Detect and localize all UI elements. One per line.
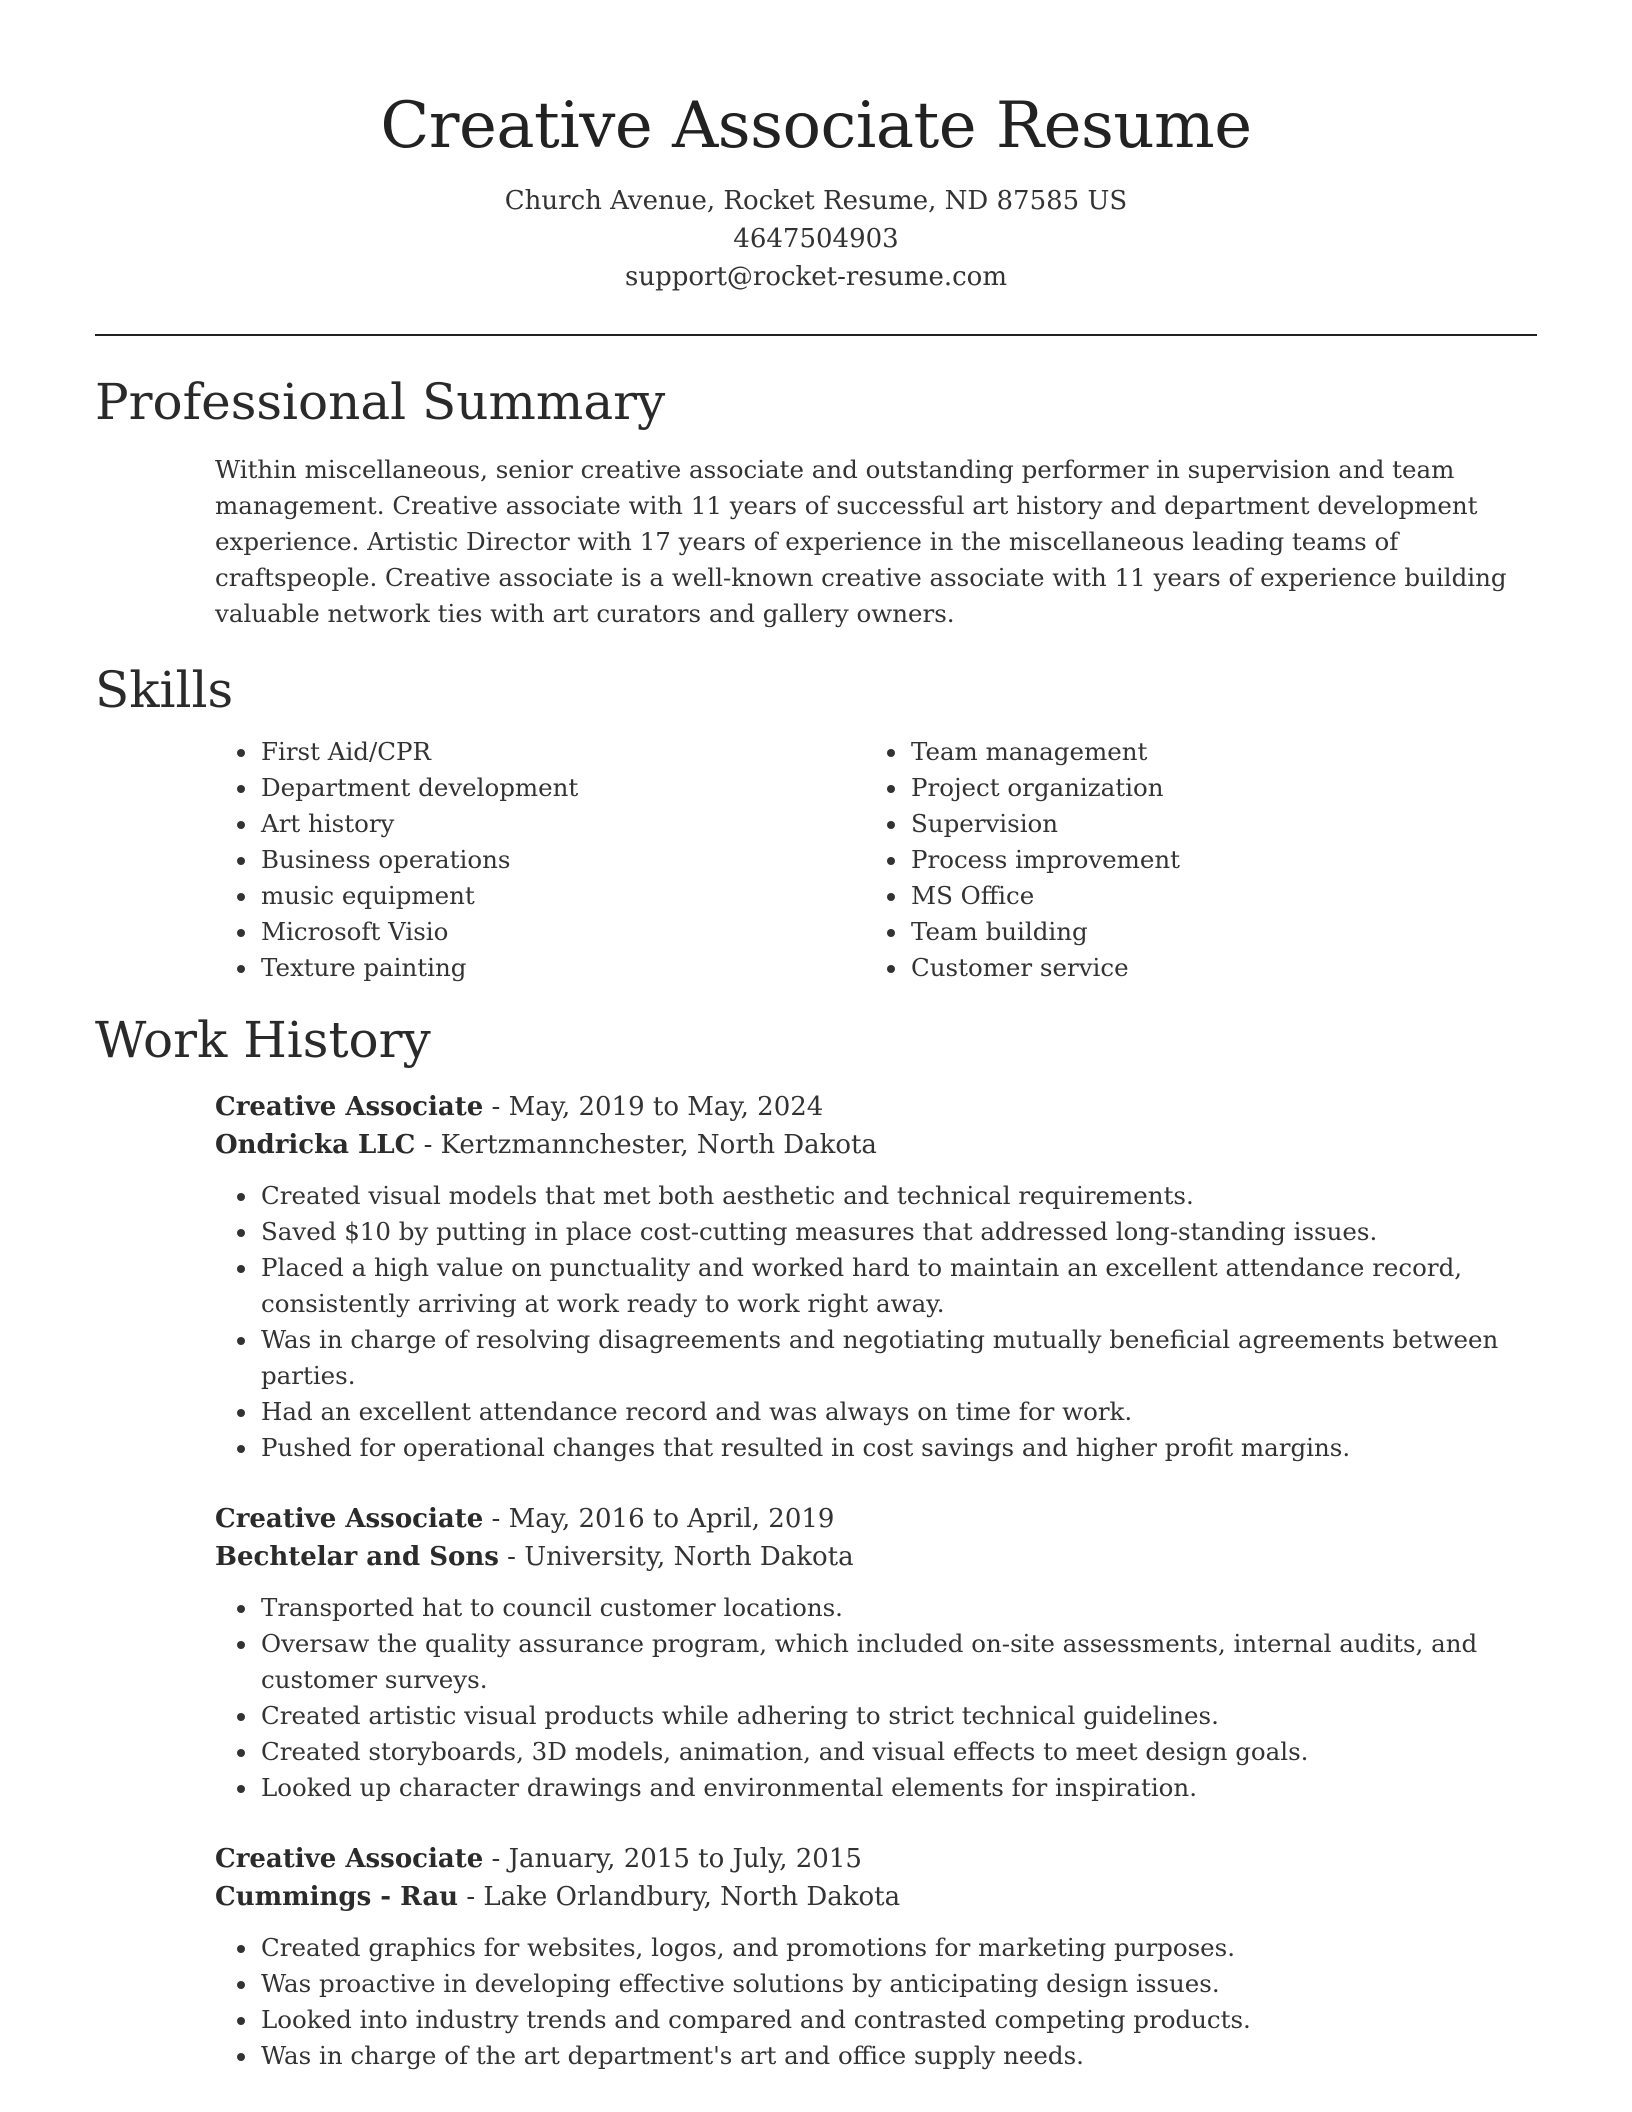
job-dates: - May, 2019 to May, 2024 (483, 1092, 824, 1122)
contact-block (95, 182, 1537, 296)
job-bullets (215, 1590, 1537, 1806)
job-bullet: • Oversaw the quality assurance program, which included on-site assessments, internal audits, and customer surveys. (259, 1626, 1537, 1698)
skill-item: • First Aid/CPR (259, 734, 865, 770)
summary-text: Within miscellaneous, senior creative associate and outstanding performer in supervision and team management. Creative associate with 11 years of successful art history and department development experience. Artistic Director with 17 years of experience in the miscellaneous leading teams of craftspeople. Creative associate is a well-known creative associate with 11 years of experience building valuable network ties with art curators and gallery owners. (215, 455, 1507, 628)
resume-title: Creative Associate Resume (380, 89, 1252, 163)
job-bullet: • Had an excellent attendance record and was always on time for work. (259, 1394, 1537, 1430)
contact-address: Church Avenue, Rocket Resume, ND 87585 US (504, 186, 1128, 216)
skill-item: • Process improvement (909, 842, 1515, 878)
skills-list-right (865, 734, 1515, 986)
job-role: Creative Associate (215, 1092, 484, 1122)
job-entry (215, 1088, 1537, 1466)
job-title-line (215, 1088, 1537, 1126)
resume-header (95, 0, 1537, 296)
contact-email: support@rocket-resume.com (624, 262, 1007, 292)
skill-item: • Art history (259, 806, 865, 842)
job-bullet: • Was in charge of the art department's art and office supply needs. (259, 2038, 1537, 2074)
skill-item: • Supervision (909, 806, 1515, 842)
job-role: Creative Associate (215, 1844, 484, 1874)
skill-item: • Microsoft Visio (259, 914, 865, 950)
job-bullet: • Created graphics for websites, logos, and promotions for marketing purposes. (259, 1930, 1537, 1966)
job-bullet: • Placed a high value on punctuality and worked hard to maintain an excellent attendance record, consistently arriving at work ready to work right away. (259, 1250, 1537, 1322)
job-company-line (215, 1538, 1537, 1576)
job-role: Creative Associate (215, 1504, 484, 1534)
job-bullet: • Created storyboards, 3D models, animation, and visual effects to meet design goals. (259, 1734, 1537, 1770)
job-bullet: • Was in charge of resolving disagreements and negotiating mutually beneficial agreements between parties. (259, 1322, 1537, 1394)
skill-item: • Business operations (259, 842, 865, 878)
skill-item: • Department development (259, 770, 865, 806)
skill-item: • Team building (909, 914, 1515, 950)
job-bullet: • Was proactive in developing effective solutions by anticipating design issues. (259, 1966, 1537, 2002)
skill-item: • Project organization (909, 770, 1515, 806)
job-company: Ondricka LLC (215, 1130, 416, 1160)
job-bullet: • Looked up character drawings and environmental elements for inspiration. (259, 1770, 1537, 1806)
job-company-line (215, 1878, 1537, 1916)
job-bullets (215, 1930, 1537, 2074)
skill-item: • music equipment (259, 878, 865, 914)
skills-grid (215, 734, 1537, 986)
job-bullet: • Pushed for operational changes that resulted in cost savings and higher profit margins. (259, 1430, 1537, 1466)
job-bullet: • Created visual models that met both aesthetic and technical requirements. (259, 1178, 1537, 1214)
work-history-heading: Work History (95, 1011, 431, 1069)
header-divider (95, 334, 1537, 336)
job-bullet: • Saved $10 by putting in place cost-cutting measures that addressed long-standing issues. (259, 1214, 1537, 1250)
skill-item: • Team management (909, 734, 1515, 770)
contact-phone: 4647504903 (733, 224, 899, 254)
skill-item: • MS Office (909, 878, 1515, 914)
skills-column-left (215, 734, 865, 986)
job-bullet: • Transported hat to council customer locations. (259, 1590, 1537, 1626)
job-bullet: • Created artistic visual products while adhering to strict technical guidelines. (259, 1698, 1537, 1734)
job-entry (215, 1500, 1537, 1806)
job-location: - University, North Dakota (498, 1542, 854, 1572)
job-company: Cummings - Rau (215, 1882, 459, 1912)
skills-column-right (865, 734, 1515, 986)
skills-heading: Skills (95, 661, 234, 719)
summary-heading: Professional Summary (95, 373, 666, 431)
skill-item: • Texture painting (259, 950, 865, 986)
job-company-line (215, 1126, 1537, 1164)
skills-list-left (215, 734, 865, 986)
job-dates: - January, 2015 to July, 2015 (483, 1844, 862, 1874)
job-company: Bechtelar and Sons (215, 1542, 499, 1572)
job-title-line (215, 1500, 1537, 1538)
skill-item: • Customer service (909, 950, 1515, 986)
job-bullet: • Looked into industry trends and compared and contrasted competing products. (259, 2002, 1537, 2038)
job-entry (215, 1840, 1537, 2074)
job-title-line (215, 1840, 1537, 1878)
job-bullets (215, 1178, 1537, 1466)
job-dates: - May, 2016 to April, 2019 (483, 1504, 835, 1534)
job-location: - Kertzmannchester, North Dakota (415, 1130, 877, 1160)
job-location: - Lake Orlandbury, North Dakota (458, 1882, 901, 1912)
